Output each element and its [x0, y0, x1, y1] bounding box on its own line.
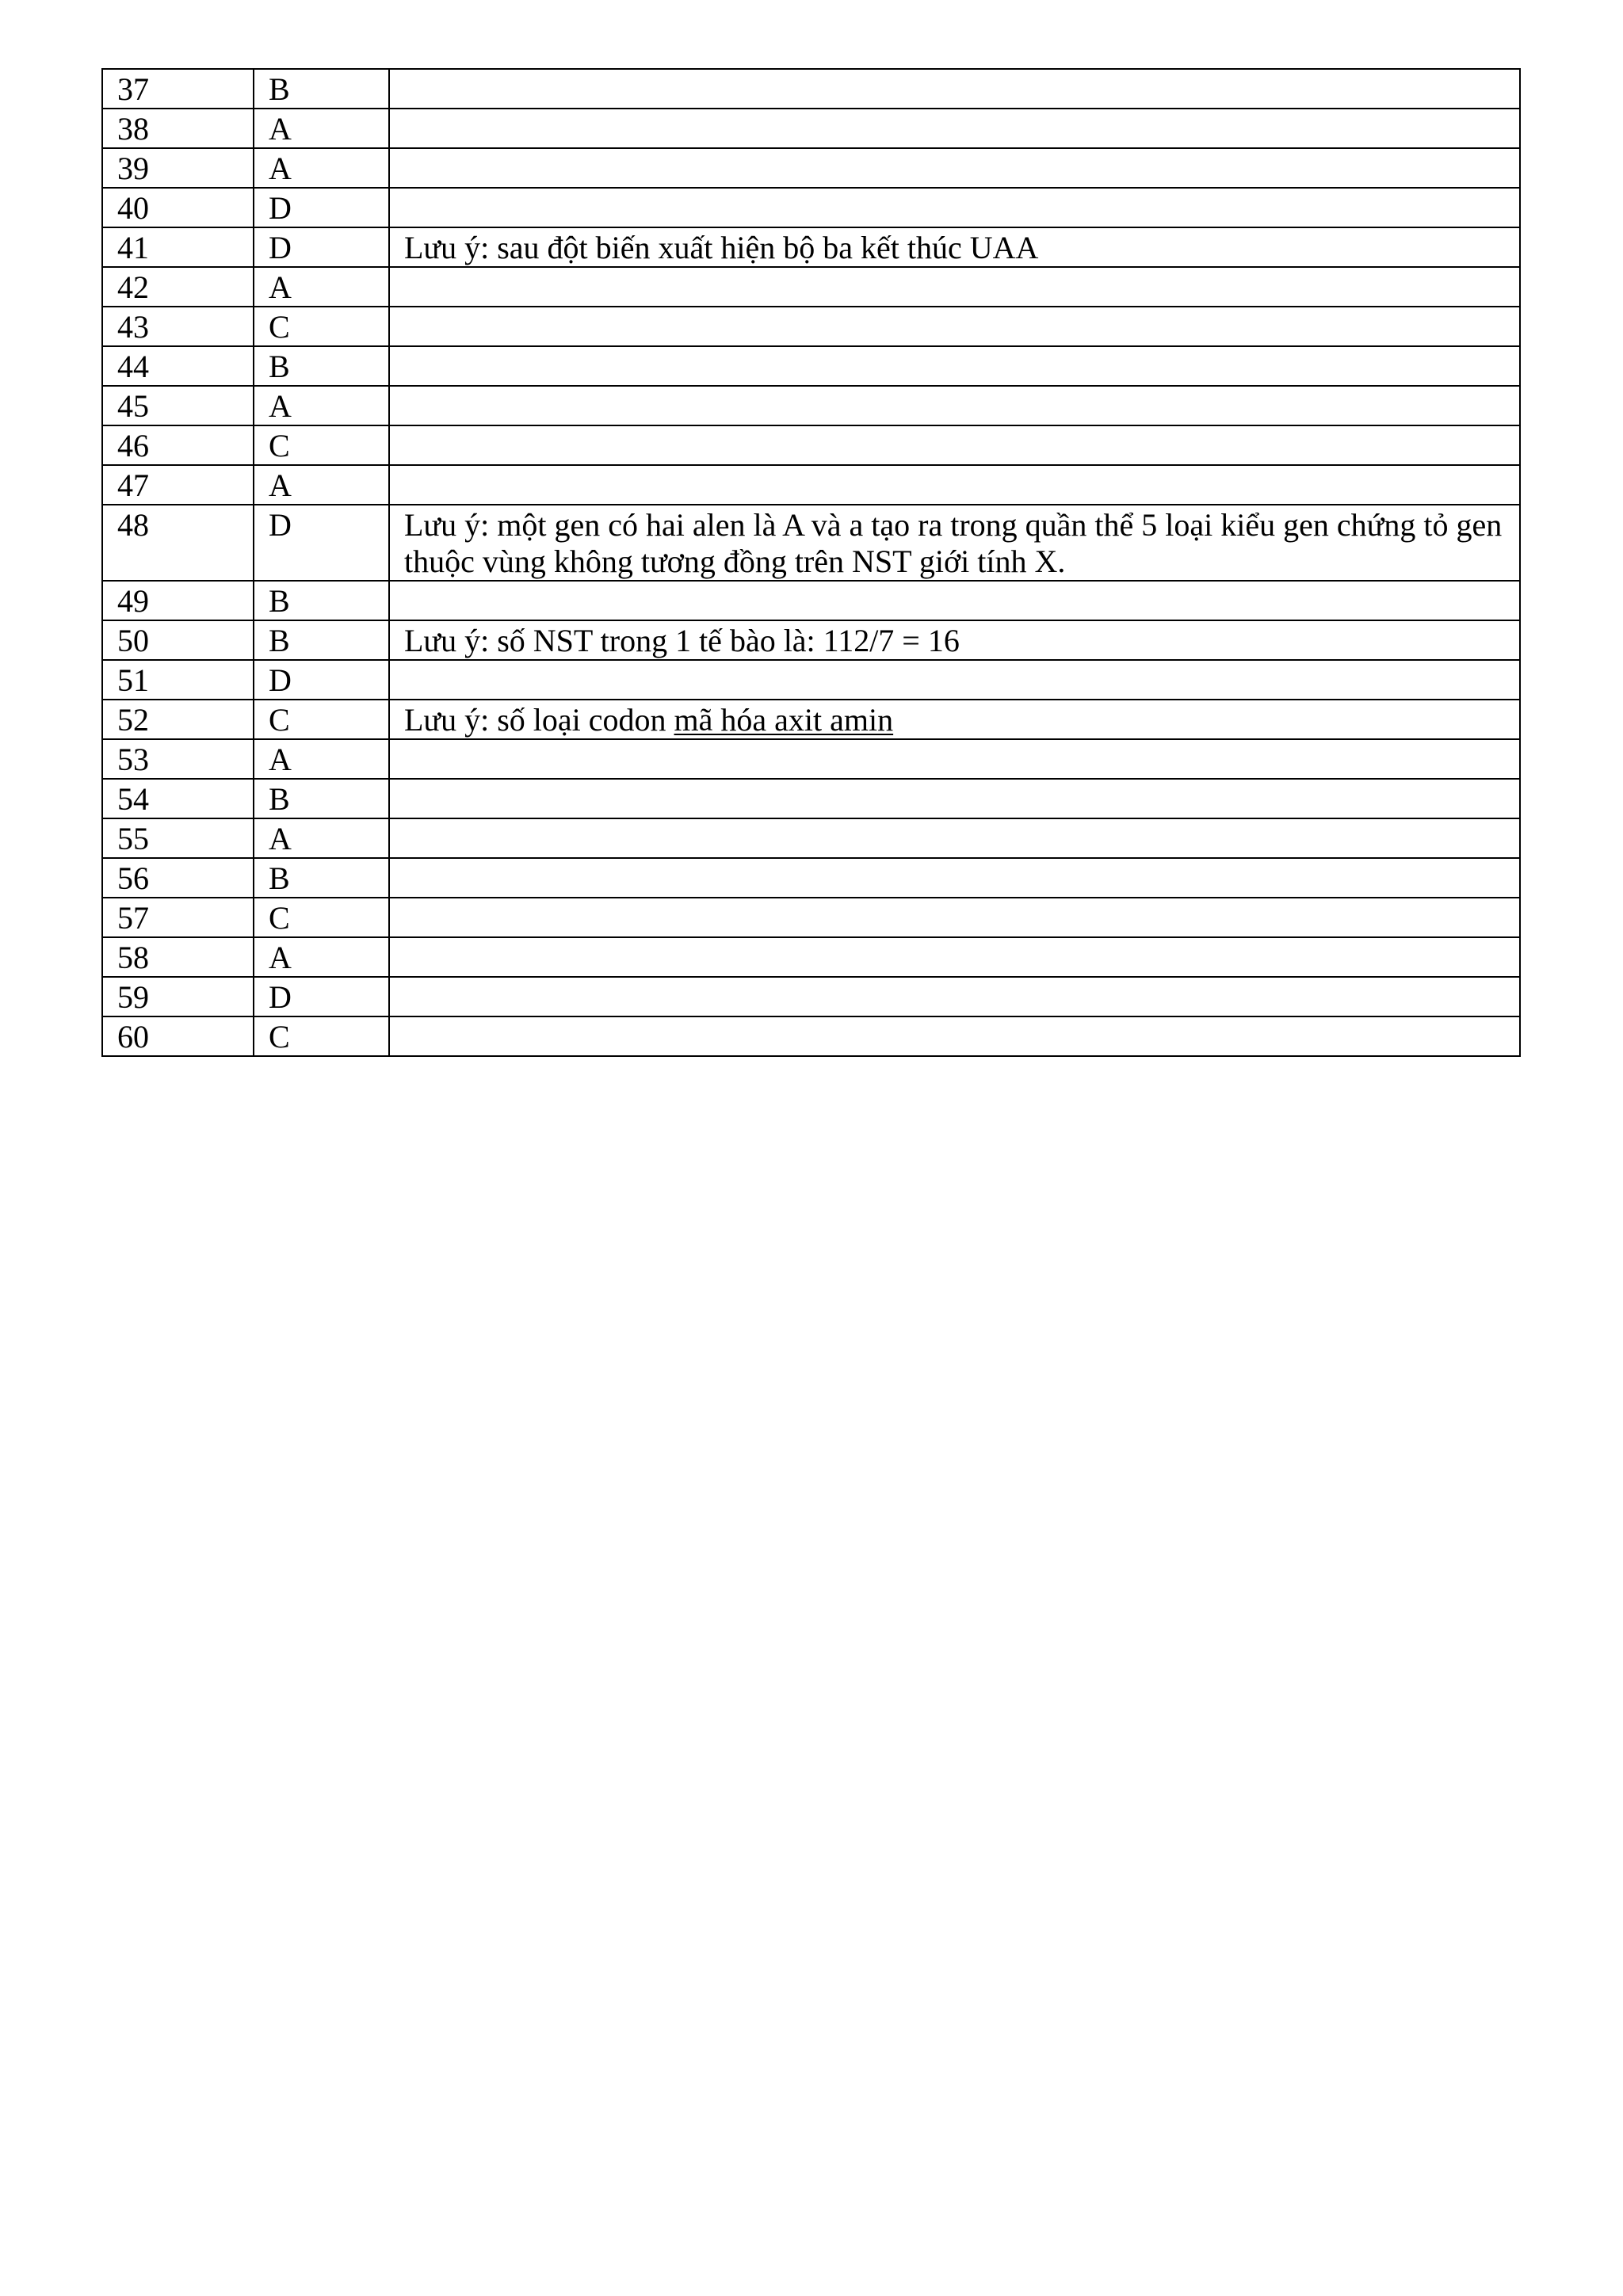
table-row [102, 109, 1520, 148]
answer-letter: C [254, 425, 389, 465]
answer-note [389, 700, 1520, 739]
question-number: 50 [102, 620, 254, 660]
question-number: 37 [102, 69, 254, 109]
question-number: 51 [102, 660, 254, 700]
answer-letter: B [254, 779, 389, 818]
table-row [102, 69, 1520, 109]
answer-letter: C [254, 307, 389, 346]
table-row [102, 465, 1520, 505]
table-row [102, 620, 1520, 660]
answer-note [389, 148, 1520, 188]
table-row [102, 346, 1520, 386]
table-row [102, 267, 1520, 307]
table-row [102, 977, 1520, 1016]
answer-letter: A [254, 465, 389, 505]
answer-note: Lưu ý: số NST trong 1 tế bào là: 112/7 = 16 [389, 620, 1520, 660]
table-row [102, 386, 1520, 425]
table-row [102, 937, 1520, 977]
answer-table-body [102, 69, 1520, 1056]
answer-letter: A [254, 148, 389, 188]
table-row [102, 505, 1520, 581]
answer-letter: A [254, 818, 389, 858]
answer-letter: D [254, 505, 389, 581]
answer-letter: B [254, 69, 389, 109]
question-number: 48 [102, 505, 254, 581]
table-row [102, 898, 1520, 937]
answer-note: Lưu ý: sau đột biến xuất hiện bộ ba kết thúc UAA [389, 227, 1520, 267]
answer-letter: D [254, 660, 389, 700]
table-row [102, 779, 1520, 818]
question-number: 57 [102, 898, 254, 937]
answer-note [389, 188, 1520, 227]
answer-letter: C [254, 700, 389, 739]
table-row [102, 425, 1520, 465]
answer-note [389, 307, 1520, 346]
table-row [102, 227, 1520, 267]
question-number: 56 [102, 858, 254, 898]
table-row [102, 1016, 1520, 1056]
answer-note [389, 425, 1520, 465]
question-number: 41 [102, 227, 254, 267]
answer-letter: A [254, 739, 389, 779]
answer-letter: B [254, 581, 389, 620]
answer-note [389, 581, 1520, 620]
question-number: 38 [102, 109, 254, 148]
answer-note [389, 109, 1520, 148]
answer-note [389, 465, 1520, 505]
question-number: 53 [102, 739, 254, 779]
answer-note [389, 739, 1520, 779]
answer-note [389, 386, 1520, 425]
table-row [102, 818, 1520, 858]
answer-letter: A [254, 267, 389, 307]
question-number: 60 [102, 1016, 254, 1056]
question-number: 46 [102, 425, 254, 465]
question-number: 39 [102, 148, 254, 188]
answer-note [389, 977, 1520, 1016]
answer-note [389, 660, 1520, 700]
table-row [102, 739, 1520, 779]
table-row [102, 660, 1520, 700]
answer-table [101, 68, 1521, 1057]
answer-note [389, 858, 1520, 898]
question-number: 55 [102, 818, 254, 858]
question-number: 44 [102, 346, 254, 386]
question-number: 49 [102, 581, 254, 620]
table-row [102, 307, 1520, 346]
answer-note [389, 818, 1520, 858]
answer-letter: A [254, 386, 389, 425]
answer-letter: D [254, 188, 389, 227]
question-number: 54 [102, 779, 254, 818]
answer-letter: C [254, 898, 389, 937]
table-row [102, 581, 1520, 620]
answer-note [389, 779, 1520, 818]
question-number: 45 [102, 386, 254, 425]
answer-note [389, 267, 1520, 307]
answer-note [389, 1016, 1520, 1056]
answer-letter: B [254, 346, 389, 386]
answer-letter: A [254, 937, 389, 977]
question-number: 42 [102, 267, 254, 307]
answer-note [389, 69, 1520, 109]
answer-letter: D [254, 227, 389, 267]
answer-note [389, 937, 1520, 977]
table-row [102, 188, 1520, 227]
table-row [102, 700, 1520, 739]
answer-note [389, 346, 1520, 386]
question-number: 47 [102, 465, 254, 505]
question-number: 40 [102, 188, 254, 227]
answer-note-underlined-text: mã hóa axit amin [674, 702, 894, 738]
answer-note-text: Lưu ý: số loại codon [404, 702, 674, 738]
answer-note [389, 898, 1520, 937]
table-row [102, 858, 1520, 898]
table-row [102, 148, 1520, 188]
question-number: 58 [102, 937, 254, 977]
answer-letter: A [254, 109, 389, 148]
answer-note: Lưu ý: một gen có hai alen là A và a tạo ra trong quần thể 5 loại kiểu gen chứng tỏ gen thuộc vùng không tương đồng trên NST giới tính X. [389, 505, 1520, 581]
answer-letter: C [254, 1016, 389, 1056]
answer-letter: B [254, 620, 389, 660]
question-number: 59 [102, 977, 254, 1016]
answer-letter: D [254, 977, 389, 1016]
question-number: 43 [102, 307, 254, 346]
answer-letter: B [254, 858, 389, 898]
question-number: 52 [102, 700, 254, 739]
